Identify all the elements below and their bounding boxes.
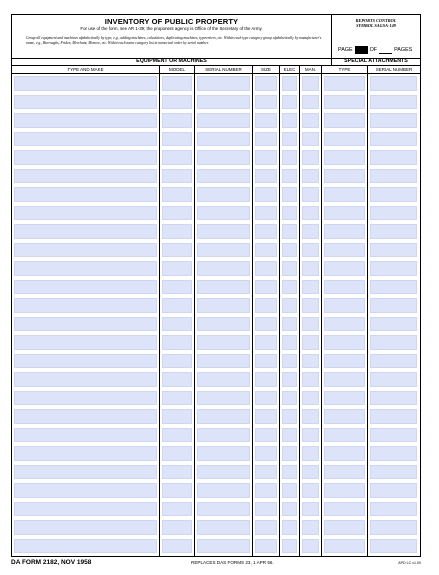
inventory-rows: [12, 74, 420, 555]
field-model[interactable]: [162, 243, 192, 258]
field-man[interactable]: [302, 354, 319, 369]
field-man[interactable]: [302, 298, 319, 313]
field-elec[interactable]: [282, 261, 297, 276]
field-sa_serial[interactable]: [370, 391, 417, 406]
column-divider: [194, 74, 195, 556]
field-sa_type[interactable]: [324, 317, 365, 332]
field-type_make[interactable]: [14, 132, 157, 147]
field-type_make[interactable]: [14, 465, 157, 480]
field-size[interactable]: [255, 76, 277, 91]
field-elec[interactable]: [282, 317, 297, 332]
field-serial[interactable]: [197, 132, 250, 147]
table-row: [12, 518, 420, 537]
field-elec[interactable]: [282, 113, 297, 128]
field-model[interactable]: [162, 187, 192, 202]
field-sa_serial[interactable]: [370, 261, 417, 276]
field-sa_serial[interactable]: [370, 76, 417, 91]
field-sa_serial[interactable]: [370, 428, 417, 443]
field-elec[interactable]: [282, 132, 297, 147]
column-divider: [252, 74, 253, 556]
field-sa_type[interactable]: [324, 206, 365, 221]
column-divider: [159, 74, 160, 556]
field-elec[interactable]: [282, 224, 297, 239]
field-model[interactable]: [162, 409, 192, 424]
field-type_make[interactable]: [14, 150, 157, 165]
field-size[interactable]: [255, 132, 277, 147]
field-model[interactable]: [162, 372, 192, 387]
field-type_make[interactable]: [14, 298, 157, 313]
table-row: [12, 426, 420, 445]
form-title: INVENTORY OF PUBLIC PROPERTY: [104, 17, 239, 26]
field-man[interactable]: [302, 280, 319, 295]
field-serial[interactable]: [197, 502, 250, 517]
field-size[interactable]: [255, 150, 277, 165]
field-sa_type[interactable]: [324, 243, 365, 258]
field-size[interactable]: [255, 187, 277, 202]
field-sa_serial[interactable]: [370, 206, 417, 221]
field-type_make[interactable]: [14, 446, 157, 461]
form-number: DA FORM 2182, NOV 1958: [11, 559, 92, 566]
field-sa_serial[interactable]: [370, 187, 417, 202]
field-sa_serial[interactable]: [370, 298, 417, 313]
table-row: [12, 167, 420, 186]
field-sa_serial[interactable]: [370, 446, 417, 461]
field-size[interactable]: [255, 372, 277, 387]
field-man[interactable]: [302, 520, 319, 535]
field-serial[interactable]: [197, 372, 250, 387]
field-model[interactable]: [162, 206, 192, 221]
field-serial[interactable]: [197, 335, 250, 350]
field-type_make[interactable]: [14, 354, 157, 369]
field-sa_type[interactable]: [324, 372, 365, 387]
form-header: [12, 15, 420, 59]
field-sa_type[interactable]: [324, 169, 365, 184]
field-man[interactable]: [302, 169, 319, 184]
field-man[interactable]: [302, 76, 319, 91]
field-elec[interactable]: [282, 169, 297, 184]
table-row: [12, 93, 420, 112]
table-row: [12, 111, 420, 130]
field-man[interactable]: [302, 483, 319, 498]
form-footer: [11, 559, 421, 571]
section-equipment: EQUIPMENT OR MACHINES: [12, 58, 332, 66]
field-model[interactable]: [162, 465, 192, 480]
page-label: PAGE: [338, 47, 353, 53]
field-serial[interactable]: [197, 428, 250, 443]
field-model[interactable]: [162, 113, 192, 128]
field-serial[interactable]: [197, 520, 250, 535]
table-row: [12, 463, 420, 482]
field-type_make[interactable]: [14, 280, 157, 295]
field-type_make[interactable]: [14, 428, 157, 443]
table-row: [12, 259, 420, 278]
table-row: [12, 130, 420, 149]
field-sa_serial[interactable]: [370, 539, 417, 554]
field-elec[interactable]: [282, 539, 297, 554]
table-row: [12, 370, 420, 389]
form-instructions: Group all equipment and machines alphabetically by type, e.g., adding machines, calculators, duplicating machines, typewriters, etc. Within each type category group alphabetically by manufacturer's name, e.g., Burroughs, Friden, Merchant, Monroe, etc. Within each name category list in numerical order by serial number.: [26, 36, 322, 46]
field-serial[interactable]: [197, 76, 250, 91]
field-size[interactable]: [255, 169, 277, 184]
page-counter: [338, 45, 418, 55]
field-man[interactable]: [302, 335, 319, 350]
field-serial[interactable]: [197, 354, 250, 369]
field-sa_type[interactable]: [324, 483, 365, 498]
field-sa_type[interactable]: [324, 113, 365, 128]
field-type_make[interactable]: [14, 169, 157, 184]
field-serial[interactable]: [197, 409, 250, 424]
field-model[interactable]: [162, 520, 192, 535]
field-sa_type[interactable]: [324, 187, 365, 202]
field-type_make[interactable]: [14, 187, 157, 202]
field-sa_type[interactable]: [324, 520, 365, 535]
field-sa_serial[interactable]: [370, 169, 417, 184]
reports-control-label: REPORTS CONTROL: [355, 18, 397, 23]
column-divider: [279, 74, 280, 556]
field-sa_serial[interactable]: [370, 502, 417, 517]
field-model[interactable]: [162, 298, 192, 313]
section-special-attachments: SPECIAL ATTACHMENTS: [332, 58, 420, 66]
field-size[interactable]: [255, 224, 277, 239]
field-model[interactable]: [162, 317, 192, 332]
field-sa_type[interactable]: [324, 132, 365, 147]
field-man[interactable]: [302, 224, 319, 239]
field-elec[interactable]: [282, 76, 297, 91]
field-man[interactable]: [302, 465, 319, 480]
field-elec[interactable]: [282, 95, 297, 110]
field-type_make[interactable]: [14, 372, 157, 387]
field-size[interactable]: [255, 317, 277, 332]
field-elec[interactable]: [282, 298, 297, 313]
total-pages-field[interactable]: [379, 46, 392, 54]
field-sa_type[interactable]: [324, 539, 365, 554]
field-sa_serial[interactable]: [370, 280, 417, 295]
field-man[interactable]: [302, 391, 319, 406]
column-header-serial: SERIAL NUMBER: [195, 66, 253, 74]
field-serial[interactable]: [197, 169, 250, 184]
field-sa_serial[interactable]: [370, 409, 417, 424]
field-sa_serial[interactable]: [370, 354, 417, 369]
field-sa_serial[interactable]: [370, 224, 417, 239]
pages-label: PAGES: [394, 47, 413, 53]
field-size[interactable]: [255, 520, 277, 535]
field-man[interactable]: [302, 428, 319, 443]
field-size[interactable]: [255, 502, 277, 517]
field-elec[interactable]: [282, 280, 297, 295]
column-divider: [367, 74, 368, 556]
field-size[interactable]: [255, 465, 277, 480]
field-sa_type[interactable]: [324, 150, 365, 165]
field-model[interactable]: [162, 169, 192, 184]
field-sa_type[interactable]: [324, 224, 365, 239]
table-row: [12, 333, 420, 352]
field-type_make[interactable]: [14, 113, 157, 128]
field-model[interactable]: [162, 502, 192, 517]
field-size[interactable]: [255, 113, 277, 128]
field-serial[interactable]: [197, 483, 250, 498]
field-serial[interactable]: [197, 113, 250, 128]
header-title-block: [12, 15, 332, 58]
field-model[interactable]: [162, 132, 192, 147]
field-type_make[interactable]: [14, 502, 157, 517]
field-elec[interactable]: [282, 502, 297, 517]
of-label: OF: [369, 47, 378, 53]
table-row: [12, 407, 420, 426]
field-serial[interactable]: [197, 391, 250, 406]
field-size[interactable]: [255, 95, 277, 110]
field-model[interactable]: [162, 280, 192, 295]
field-type_make[interactable]: [14, 391, 157, 406]
field-sa_serial[interactable]: [370, 132, 417, 147]
field-sa_type[interactable]: [324, 76, 365, 91]
field-sa_serial[interactable]: [370, 483, 417, 498]
field-man[interactable]: [302, 446, 319, 461]
field-serial[interactable]: [197, 95, 250, 110]
field-model[interactable]: [162, 335, 192, 350]
field-man[interactable]: [302, 502, 319, 517]
field-sa_type[interactable]: [324, 95, 365, 110]
version-label: APD LC v1.00: [398, 561, 421, 565]
field-size[interactable]: [255, 298, 277, 313]
column-divider: [321, 74, 322, 556]
field-size[interactable]: [255, 539, 277, 554]
column-header-type_make: TYPE AND MAKE: [12, 66, 160, 74]
field-serial[interactable]: [197, 280, 250, 295]
table-row: [12, 204, 420, 223]
field-man[interactable]: [302, 372, 319, 387]
symbol-label: SYMBOL SAGSA-149: [356, 23, 396, 29]
inventory-form: [11, 14, 421, 557]
field-model[interactable]: [162, 539, 192, 554]
field-serial[interactable]: [197, 446, 250, 461]
field-man[interactable]: [302, 187, 319, 202]
field-sa_type[interactable]: [324, 280, 365, 295]
field-man[interactable]: [302, 243, 319, 258]
field-sa_type[interactable]: [324, 298, 365, 313]
field-sa_type[interactable]: [324, 261, 365, 276]
field-type_make[interactable]: [14, 317, 157, 332]
field-sa_serial[interactable]: [370, 465, 417, 480]
field-elec[interactable]: [282, 446, 297, 461]
table-row: [12, 74, 420, 93]
field-man[interactable]: [302, 150, 319, 165]
field-elec[interactable]: [282, 409, 297, 424]
field-size[interactable]: [255, 446, 277, 461]
field-model[interactable]: [162, 446, 192, 461]
field-elec[interactable]: [282, 335, 297, 350]
field-man[interactable]: [302, 409, 319, 424]
field-sa_serial[interactable]: [370, 520, 417, 535]
column-header-sa_serial: SERIAL NUMBER: [368, 66, 420, 74]
table-row: [12, 389, 420, 408]
field-elec[interactable]: [282, 372, 297, 387]
field-size[interactable]: [255, 409, 277, 424]
field-type_make[interactable]: [14, 335, 157, 350]
field-elec[interactable]: [282, 243, 297, 258]
field-serial[interactable]: [197, 187, 250, 202]
field-model[interactable]: [162, 354, 192, 369]
field-size[interactable]: [255, 243, 277, 258]
table-row: [12, 500, 420, 519]
field-sa_type[interactable]: [324, 446, 365, 461]
field-man[interactable]: [302, 113, 319, 128]
field-size[interactable]: [255, 428, 277, 443]
field-serial[interactable]: [197, 206, 250, 221]
field-elec[interactable]: [282, 391, 297, 406]
field-man[interactable]: [302, 317, 319, 332]
table-row: [12, 222, 420, 241]
field-serial[interactable]: [197, 243, 250, 258]
field-man[interactable]: [302, 539, 319, 554]
field-sa_type[interactable]: [324, 502, 365, 517]
field-elec[interactable]: [282, 187, 297, 202]
field-type_make[interactable]: [14, 224, 157, 239]
header-control-block: [332, 15, 420, 58]
field-elec[interactable]: [282, 428, 297, 443]
field-type_make[interactable]: [14, 539, 157, 554]
column-header-man: MAN.: [300, 66, 322, 74]
field-serial[interactable]: [197, 465, 250, 480]
field-model[interactable]: [162, 483, 192, 498]
field-man[interactable]: [302, 206, 319, 221]
table-row: [12, 241, 420, 260]
table-row: [12, 185, 420, 204]
column-header-elec: ELEC: [280, 66, 300, 74]
field-size[interactable]: [255, 206, 277, 221]
field-type_make[interactable]: [14, 76, 157, 91]
field-serial[interactable]: [197, 150, 250, 165]
field-type_make[interactable]: [14, 261, 157, 276]
field-sa_type[interactable]: [324, 354, 365, 369]
field-elec[interactable]: [282, 206, 297, 221]
field-model[interactable]: [162, 391, 192, 406]
field-model[interactable]: [162, 76, 192, 91]
field-sa_serial[interactable]: [370, 113, 417, 128]
field-man[interactable]: [302, 261, 319, 276]
column-header-size: SIZE: [253, 66, 280, 74]
field-model[interactable]: [162, 261, 192, 276]
field-serial[interactable]: [197, 261, 250, 276]
field-model[interactable]: [162, 150, 192, 165]
field-elec[interactable]: [282, 354, 297, 369]
field-sa_serial[interactable]: [370, 243, 417, 258]
table-row: [12, 296, 420, 315]
field-sa_serial[interactable]: [370, 335, 417, 350]
field-type_make[interactable]: [14, 243, 157, 258]
field-serial[interactable]: [197, 224, 250, 239]
field-serial[interactable]: [197, 539, 250, 554]
field-size[interactable]: [255, 261, 277, 276]
column-header-model: MODEL: [160, 66, 195, 74]
field-sa_serial[interactable]: [370, 372, 417, 387]
column-divider: [299, 74, 300, 556]
table-row: [12, 278, 420, 297]
table-row: [12, 444, 420, 463]
field-type_make[interactable]: [14, 95, 157, 110]
table-row: [12, 315, 420, 334]
field-type_make[interactable]: [14, 520, 157, 535]
field-sa_serial[interactable]: [370, 95, 417, 110]
field-serial[interactable]: [197, 298, 250, 313]
field-size[interactable]: [255, 483, 277, 498]
field-model[interactable]: [162, 95, 192, 110]
table-row: [12, 537, 420, 556]
column-header-sa_type: TYPE: [322, 66, 368, 74]
replaces-note: REPLACES DAS FORMS 23, 1 APR 56.: [191, 560, 274, 565]
table-row: [12, 352, 420, 371]
field-sa_type[interactable]: [324, 465, 365, 480]
table-row: [12, 148, 420, 167]
field-sa_serial[interactable]: [370, 150, 417, 165]
field-elec[interactable]: [282, 483, 297, 498]
field-type_make[interactable]: [14, 483, 157, 498]
field-sa_type[interactable]: [324, 391, 365, 406]
field-size[interactable]: [255, 354, 277, 369]
field-man[interactable]: [302, 95, 319, 110]
field-elec[interactable]: [282, 465, 297, 480]
field-sa_type[interactable]: [324, 335, 365, 350]
table-row: [12, 481, 420, 500]
field-elec[interactable]: [282, 520, 297, 535]
field-type_make[interactable]: [14, 409, 157, 424]
field-type_make[interactable]: [14, 206, 157, 221]
field-size[interactable]: [255, 391, 277, 406]
field-serial[interactable]: [197, 317, 250, 332]
field-model[interactable]: [162, 428, 192, 443]
field-size[interactable]: [255, 280, 277, 295]
field-sa_type[interactable]: [324, 428, 365, 443]
field-elec[interactable]: [282, 150, 297, 165]
field-size[interactable]: [255, 335, 277, 350]
field-sa_type[interactable]: [324, 409, 365, 424]
field-model[interactable]: [162, 224, 192, 239]
field-sa_serial[interactable]: [370, 317, 417, 332]
field-man[interactable]: [302, 132, 319, 147]
page-number-field[interactable]: [355, 46, 368, 54]
form-subtitle: For use of the form, see AR 1-39; the proponent agency is Office of the Secretary of the Army.: [80, 26, 263, 31]
